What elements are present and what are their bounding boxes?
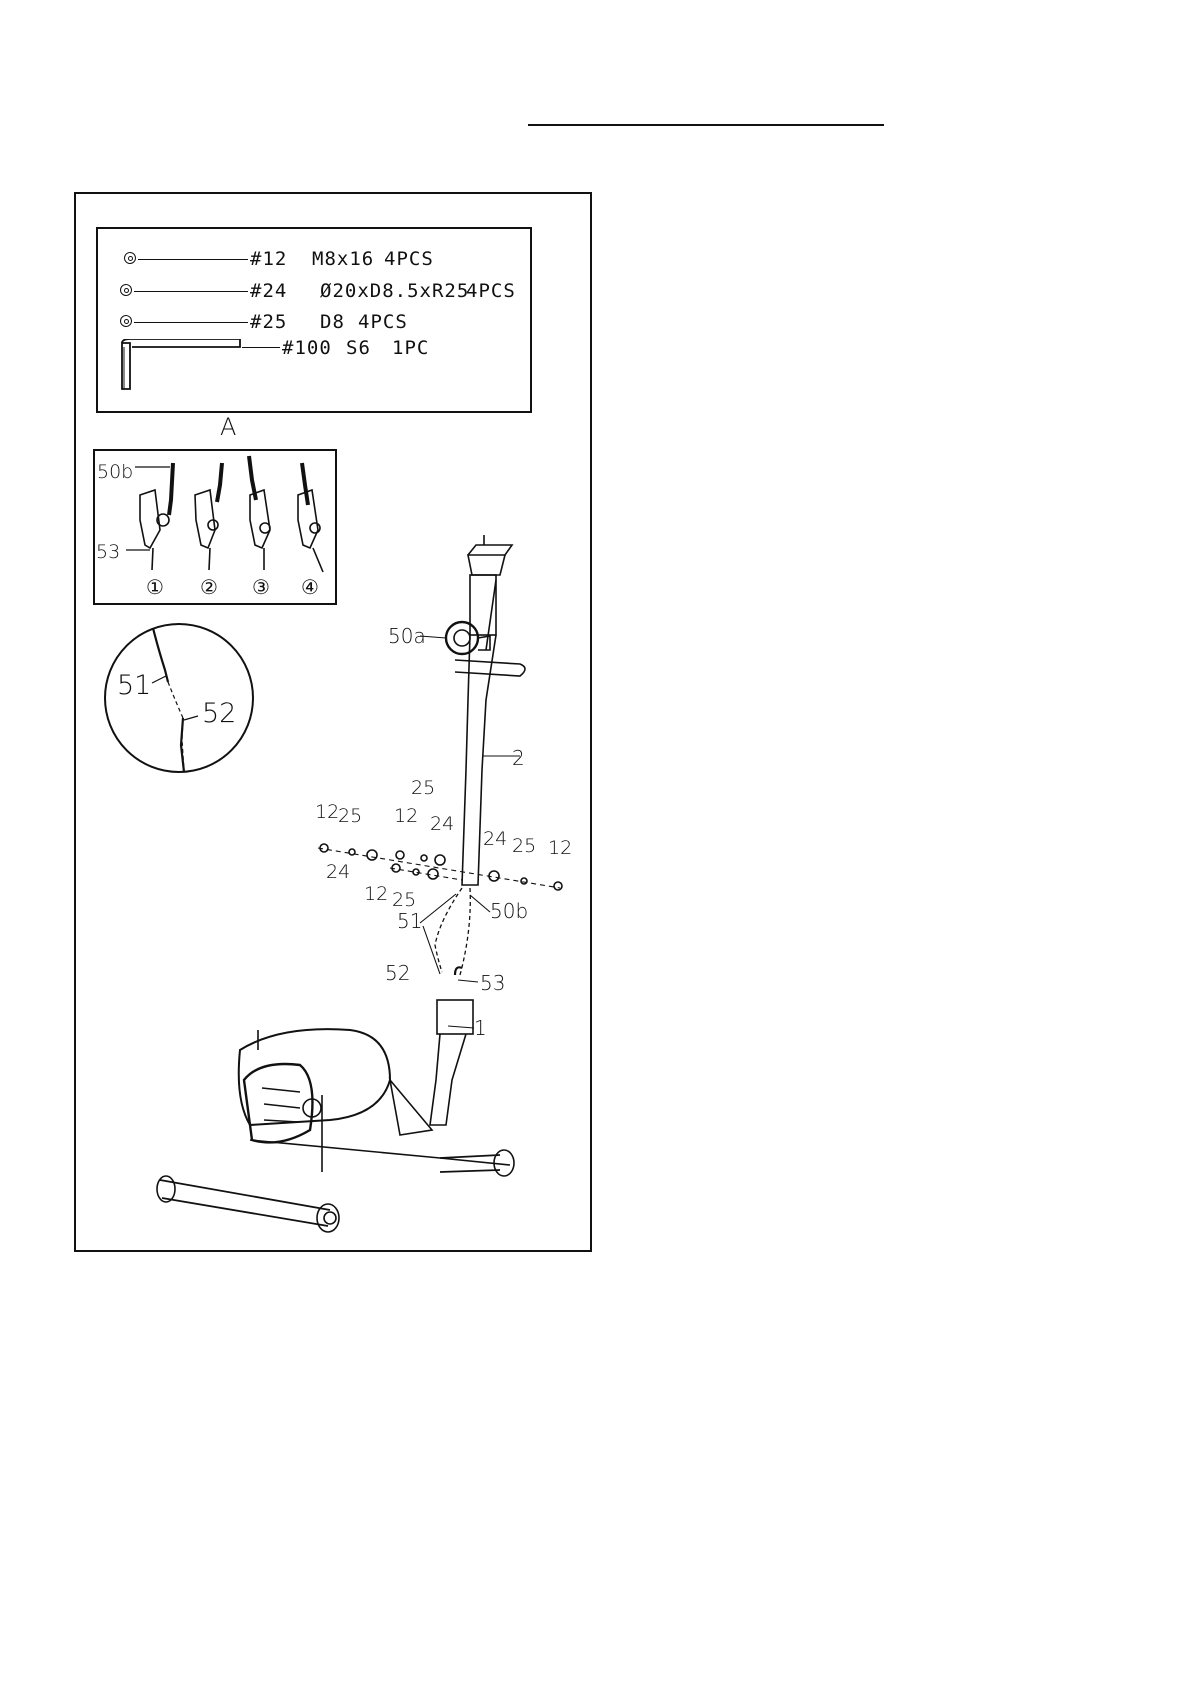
callout-label: 24 bbox=[483, 828, 508, 850]
hardware-qty: 4PCS bbox=[466, 280, 516, 302]
callout-label: 12 bbox=[548, 837, 573, 859]
callout-label: 25 bbox=[411, 777, 436, 799]
connector-step-3 bbox=[249, 456, 270, 570]
step-number: ② bbox=[200, 575, 218, 599]
hardware-spec: Ø20xD8.5xR25 bbox=[320, 280, 470, 302]
hardware-spec: S6 bbox=[346, 337, 371, 359]
connector-step-2 bbox=[195, 463, 222, 570]
callout-label: 50a bbox=[388, 624, 426, 648]
callout-label: 24 bbox=[326, 861, 351, 883]
callout-label: 12 bbox=[394, 805, 419, 827]
hardware-number: #12 bbox=[250, 248, 288, 270]
callout-label: 12 bbox=[315, 801, 340, 823]
callout-label: 52 bbox=[202, 698, 237, 729]
callout-label: 51 bbox=[117, 670, 152, 701]
step-number: ④ bbox=[301, 575, 319, 599]
hardware-number: #24 bbox=[250, 280, 288, 302]
callout-label: 52 bbox=[385, 961, 411, 985]
step-number: ① bbox=[146, 575, 164, 599]
callout-label: 25 bbox=[392, 889, 417, 911]
callout-label: 1 bbox=[474, 1016, 487, 1040]
hardware-qty: 1PC bbox=[392, 337, 430, 359]
main-frame bbox=[157, 1000, 514, 1232]
callout-label: 51 bbox=[397, 909, 423, 933]
callout-label: 2 bbox=[512, 746, 525, 770]
callout-label: 12 bbox=[364, 883, 389, 905]
hardware-qty: 4PCS bbox=[384, 248, 434, 270]
connector-step-1 bbox=[140, 463, 173, 570]
connector-step-4 bbox=[298, 463, 323, 572]
hardware-number: #25 bbox=[250, 311, 288, 333]
hardware-spec: D8 bbox=[320, 311, 345, 333]
detail-label: A bbox=[220, 413, 237, 441]
hardware-qty: 4PCS bbox=[358, 311, 408, 333]
callout-label: 50b bbox=[490, 899, 529, 923]
step-number: ③ bbox=[252, 575, 270, 599]
callout-label: 25 bbox=[512, 835, 537, 857]
callout-label: 50b bbox=[97, 461, 134, 483]
hardware-number: #100 bbox=[282, 337, 332, 359]
callout-label: 24 bbox=[430, 813, 455, 835]
callout-label: 53 bbox=[96, 541, 121, 563]
callout-label: 25 bbox=[338, 805, 363, 827]
callout-label: 53 bbox=[480, 971, 506, 995]
hardware-spec: M8x16 bbox=[312, 248, 375, 270]
